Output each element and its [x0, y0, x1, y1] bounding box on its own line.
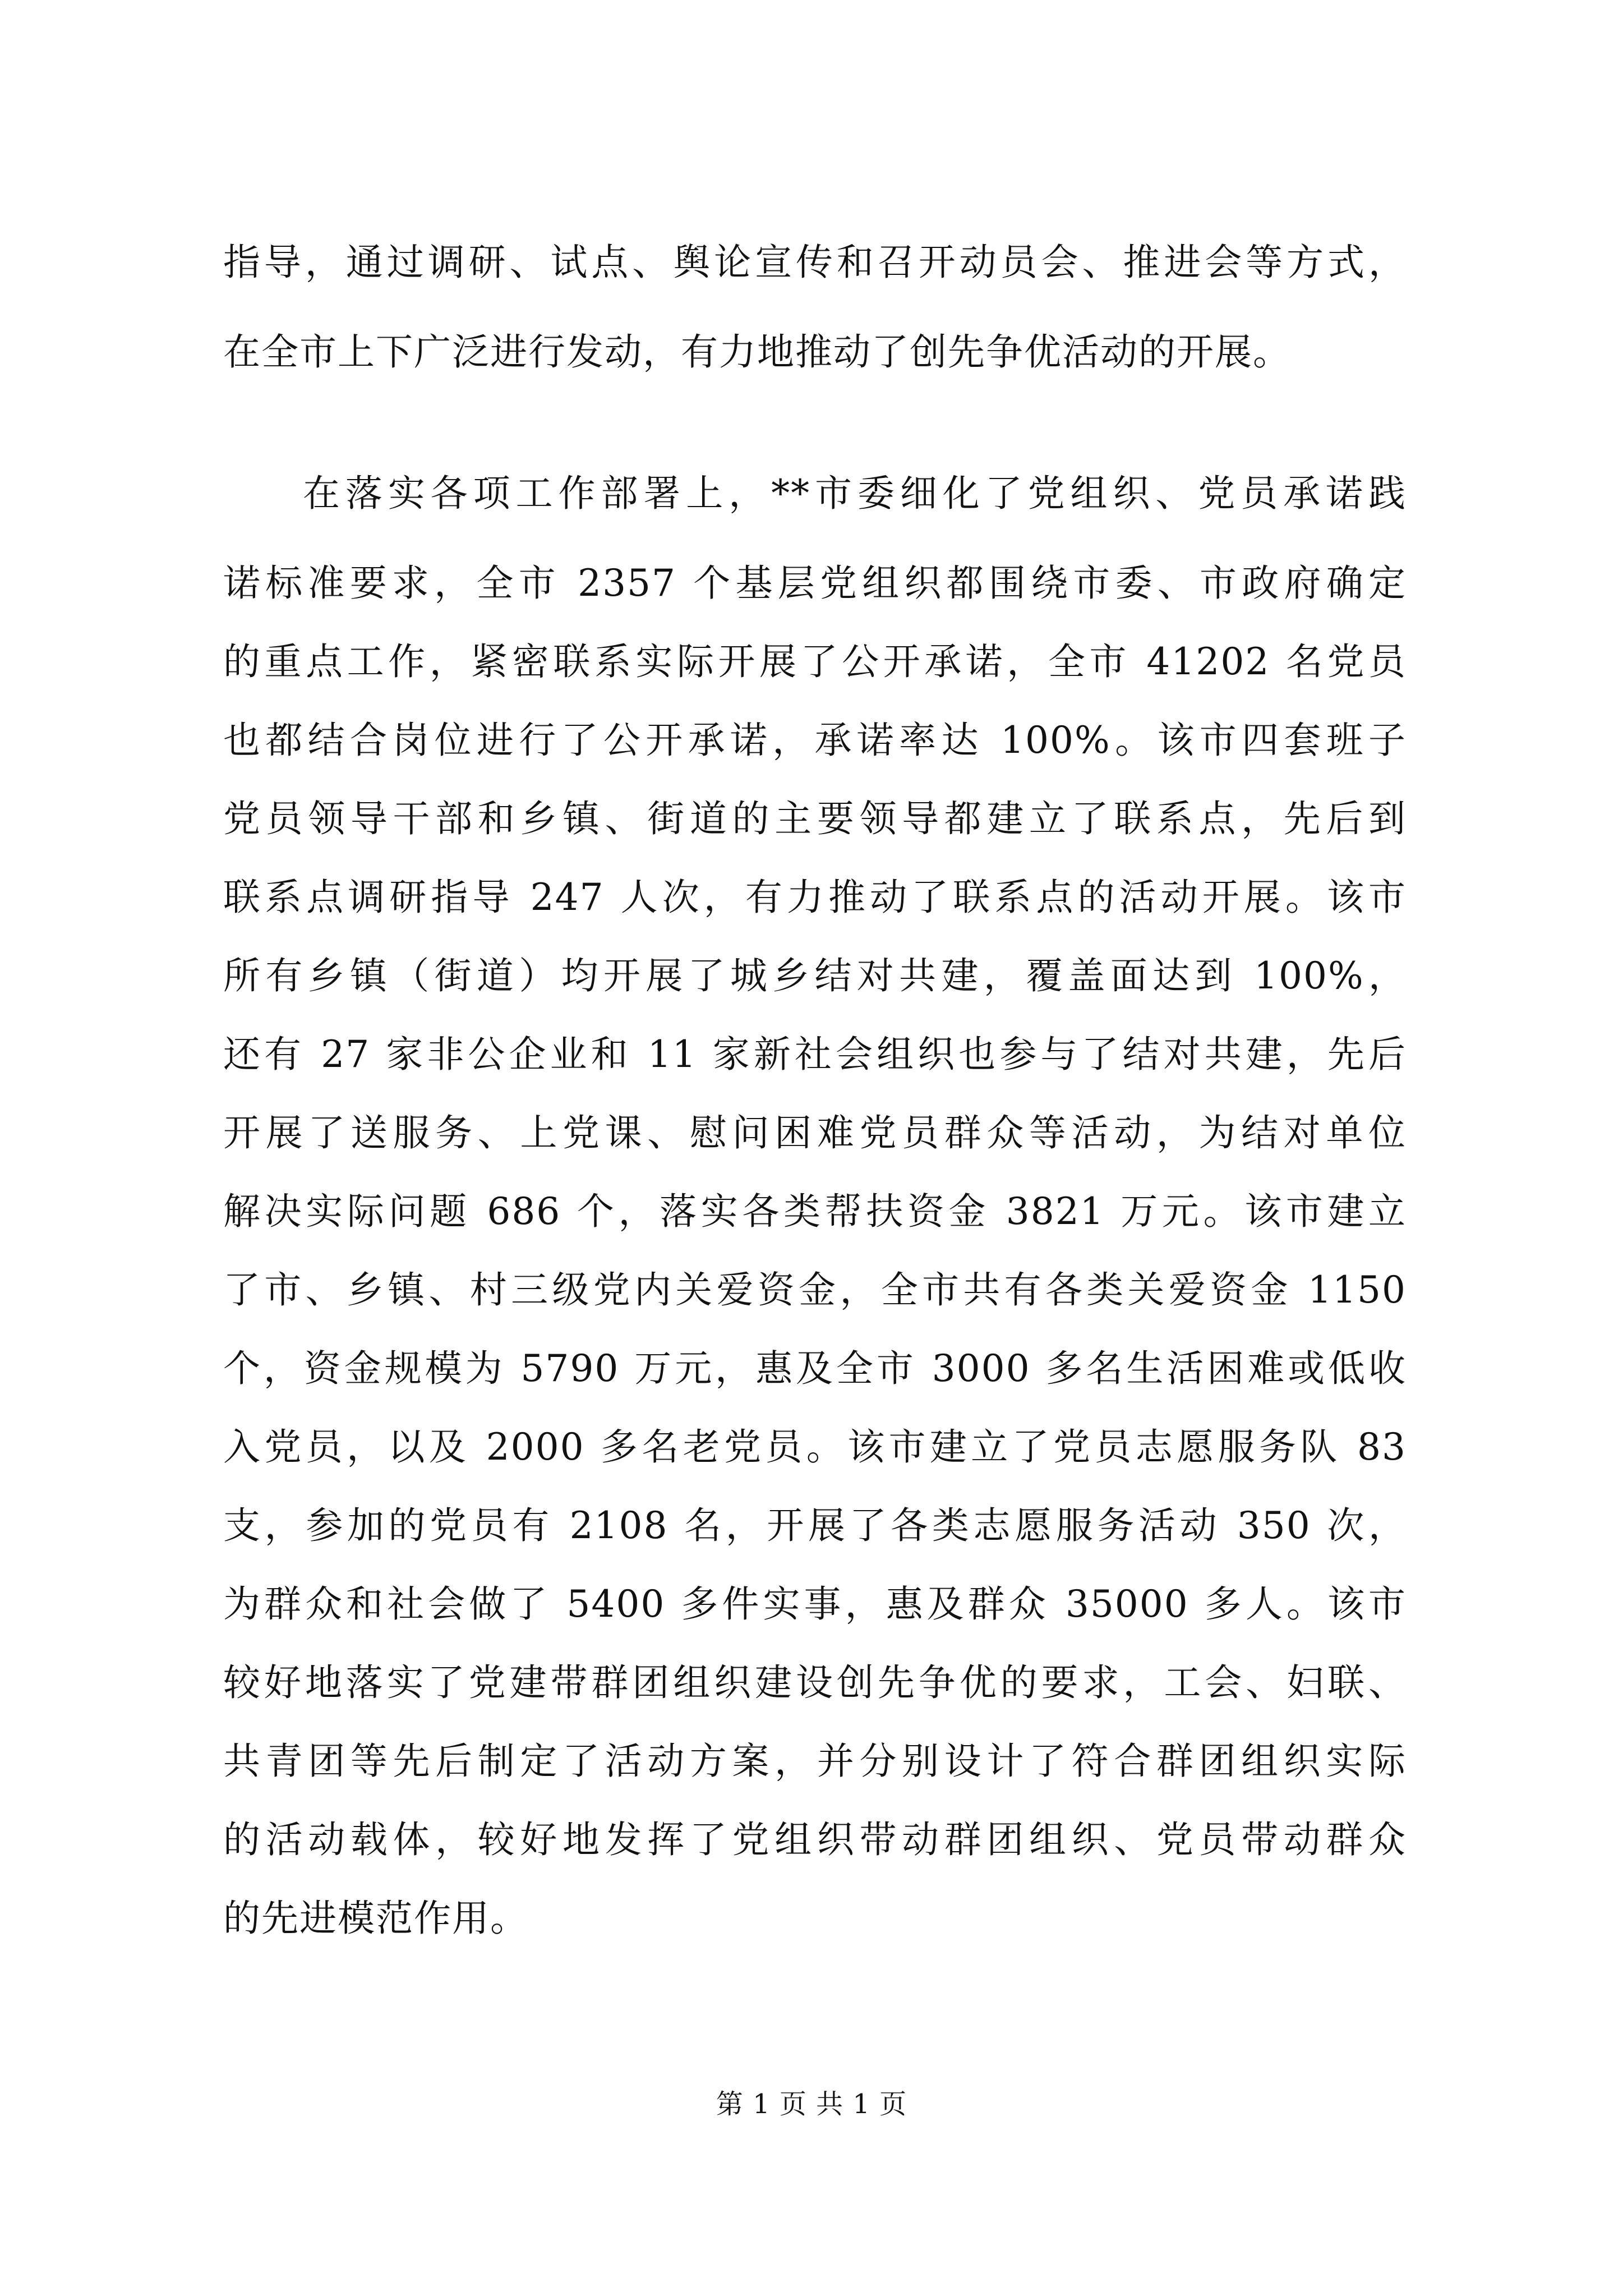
- text-line: 的重点工作，紧密联系实际开展了公开承诺，全市 41202 名党员: [223, 640, 1407, 683]
- text-line: 也都结合岗位进行了公开承诺，承诺率达 100%。该市四套班子: [223, 719, 1407, 762]
- text-line: 诺标准要求，全市 2357 个基层党组织都围绕市委、市政府确定: [223, 562, 1407, 605]
- text-line: 指导，通过调研、试点、舆论宣传和召开动员会、推进会等方式，: [223, 241, 1407, 284]
- text-line: 解决实际问题 686 个，落实各类帮扶资金 3821 万元。该市建立: [223, 1190, 1407, 1233]
- text-line: 较好地落实了党建带群团组织建设创先争优的要求，工会、妇联、: [223, 1661, 1407, 1704]
- text-line: 开展了送服务、上党课、慰问困难党员群众等活动，为结对单位: [223, 1111, 1407, 1154]
- text-line: 的先进模范作用。: [223, 1897, 528, 1940]
- text-line: 个，资金规模为 5790 万元，惠及全市 3000 多名生活困难或低收: [223, 1347, 1407, 1390]
- text-line: 党员领导干部和乡镇、街道的主要领导都建立了联系点，先后到: [223, 797, 1407, 840]
- text-line: 入党员，以及 2000 多名老党员。该市建立了党员志愿服务队 83: [223, 1425, 1407, 1469]
- text-line: 的活动载体，较好地发挥了党组织带动群团组织、党员带动群众: [223, 1818, 1407, 1861]
- text-line: 支，参加的党员有 2108 名，开展了各类志愿服务活动 350 次，: [223, 1504, 1407, 1547]
- text-line: 联系点调研指导 247 人次，有力推动了联系点的活动开展。该市: [223, 876, 1407, 919]
- text-line: 共青团等先后制定了活动方案，并分别设计了符合群团组织实际: [223, 1740, 1407, 1783]
- text-line: 在落实各项工作部署上，**市委细化了党组织、党员承诺践: [303, 472, 1407, 515]
- page-footer: 第 1 页 共 1 页: [716, 2088, 907, 2120]
- text-line: 了市、乡镇、村三级党内关爱资金，全市共有各类关爱资金 1150: [223, 1268, 1407, 1312]
- text-line: 为群众和社会做了 5400 多件实事，惠及群众 35000 多人。该市: [223, 1582, 1407, 1626]
- text-line: 所有乡镇（街道）均开展了城乡结对共建，覆盖面达到 100%，: [223, 954, 1407, 997]
- text-line: 还有 27 家非公企业和 11 家新社会组织也参与了结对共建，先后: [223, 1033, 1407, 1076]
- text-line: 在全市上下广泛进行发动，有力地推动了创先争优活动的开展。: [223, 330, 1291, 374]
